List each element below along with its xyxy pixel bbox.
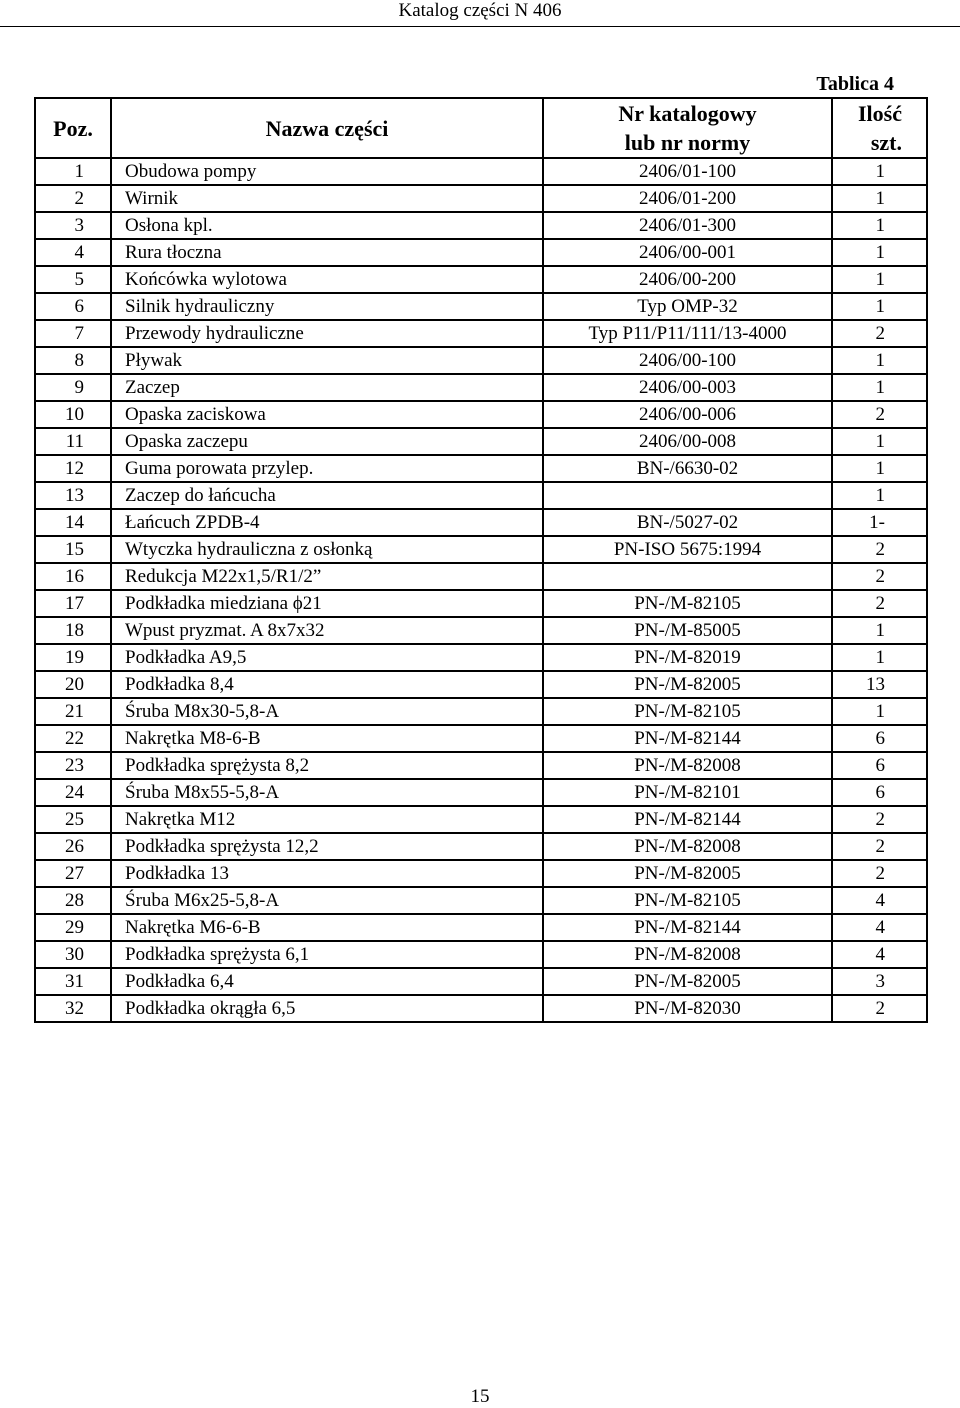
cell-part-name: Podkładka miedziana ϕ21 <box>111 590 543 617</box>
cell-catalog-number: 2406/00-200 <box>543 266 832 293</box>
cell-catalog-number: PN-/M-82008 <box>543 752 832 779</box>
table-row <box>35 158 927 185</box>
table-row <box>35 968 927 995</box>
cell-quantity: 2 <box>832 860 927 887</box>
cell-part-name: Podkładka okrągła 6,5 <box>111 995 543 1022</box>
cell-part-name: Pływak <box>111 347 543 374</box>
cell-catalog-number: 2406/01-200 <box>543 185 832 212</box>
cell-quantity: 1 <box>832 293 927 320</box>
table-row <box>35 914 927 941</box>
cell-catalog-number <box>543 563 832 590</box>
table-row <box>35 401 927 428</box>
cell-poz: 24 <box>35 779 111 806</box>
cell-quantity: 2 <box>832 995 927 1022</box>
table-row <box>35 644 927 671</box>
table-row <box>35 860 927 887</box>
table-row <box>35 185 927 212</box>
cell-catalog-number: 2406/00-008 <box>543 428 832 455</box>
table-row <box>35 806 927 833</box>
cell-poz: 15 <box>35 536 111 563</box>
cell-part-name: Opaska zaczepu <box>111 428 543 455</box>
header-qty-line1: Ilość <box>858 101 902 126</box>
cell-part-name: Podkładka A9,5 <box>111 644 543 671</box>
cell-catalog-number: PN-ISO 5675:1994 <box>543 536 832 563</box>
table-row <box>35 212 927 239</box>
cell-part-name: Osłona kpl. <box>111 212 543 239</box>
cell-quantity: 1 <box>832 455 927 482</box>
cell-catalog-number: PN-/M-82105 <box>543 887 832 914</box>
cell-poz: 22 <box>35 725 111 752</box>
cell-poz: 13 <box>35 482 111 509</box>
table-row <box>35 293 927 320</box>
header-qty-line2: szt. <box>870 130 902 155</box>
header-poz: Poz. <box>35 98 111 158</box>
cell-poz: 30 <box>35 941 111 968</box>
cell-part-name: Opaska zaciskowa <box>111 401 543 428</box>
cell-poz: 9 <box>35 374 111 401</box>
cell-part-name: Podkładka 6,4 <box>111 968 543 995</box>
cell-poz: 29 <box>35 914 111 941</box>
cell-quantity: 4 <box>832 887 927 914</box>
cell-poz: 4 <box>35 239 111 266</box>
cell-part-name: Wirnik <box>111 185 543 212</box>
header-catalog <box>543 98 832 158</box>
cell-part-name: Silnik hydrauliczny <box>111 293 543 320</box>
cell-quantity: 1 <box>832 266 927 293</box>
cell-quantity: 6 <box>832 725 927 752</box>
cell-quantity: 6 <box>832 752 927 779</box>
cell-poz: 32 <box>35 995 111 1022</box>
cell-poz: 20 <box>35 671 111 698</box>
cell-catalog-number: PN-/M-82008 <box>543 833 832 860</box>
cell-quantity: 2 <box>832 806 927 833</box>
cell-quantity: 13 <box>832 671 927 698</box>
cell-poz: 16 <box>35 563 111 590</box>
table-row <box>35 617 927 644</box>
cell-catalog-number: PN-/M-82005 <box>543 968 832 995</box>
cell-catalog-number: PN-/M-82101 <box>543 779 832 806</box>
table-row <box>35 671 927 698</box>
table-row <box>35 239 927 266</box>
table-row <box>35 779 927 806</box>
header-catalog-line1: Nr katalogowy <box>618 101 757 126</box>
cell-quantity: 1 <box>832 698 927 725</box>
cell-part-name: Podkładka sprężysta 12,2 <box>111 833 543 860</box>
table-row <box>35 752 927 779</box>
cell-catalog-number: Typ OMP-32 <box>543 293 832 320</box>
table-row <box>35 509 927 536</box>
cell-quantity: 2 <box>832 563 927 590</box>
cell-catalog-number: BN-/6630-02 <box>543 455 832 482</box>
cell-quantity: 2 <box>832 833 927 860</box>
running-header <box>0 0 960 27</box>
cell-catalog-number: PN-/M-82144 <box>543 806 832 833</box>
cell-part-name: Zaczep <box>111 374 543 401</box>
cell-poz: 19 <box>35 644 111 671</box>
cell-part-name: Wpust pryzmat. A 8x7x32 <box>111 617 543 644</box>
cell-quantity: 2 <box>832 536 927 563</box>
header-name: Nazwa części <box>111 98 543 158</box>
cell-quantity: 1 <box>832 428 927 455</box>
cell-catalog-number: 2406/01-100 <box>543 158 832 185</box>
cell-quantity: 1 <box>832 644 927 671</box>
table-row <box>35 590 927 617</box>
cell-poz: 8 <box>35 347 111 374</box>
cell-part-name: Podkładka 13 <box>111 860 543 887</box>
header-catalog-line2: lub nr normy <box>624 130 751 155</box>
document-title: Katalog części N 406 <box>398 0 562 21</box>
cell-quantity: 1 <box>832 482 927 509</box>
cell-catalog-number <box>543 482 832 509</box>
cell-catalog-number: PN-/M-82105 <box>543 590 832 617</box>
cell-part-name: Śruba M6x25-5,8-A <box>111 887 543 914</box>
cell-quantity: 1 <box>832 158 927 185</box>
cell-catalog-number: PN-/M-82005 <box>543 860 832 887</box>
cell-part-name: Nakrętka M12 <box>111 806 543 833</box>
cell-quantity: 1 <box>832 185 927 212</box>
cell-catalog-number: Typ P11/P11/111/13-4000 <box>543 320 832 347</box>
cell-quantity: 2 <box>832 320 927 347</box>
cell-poz: 1 <box>35 158 111 185</box>
cell-poz: 21 <box>35 698 111 725</box>
cell-poz: 12 <box>35 455 111 482</box>
cell-part-name: Rura tłoczna <box>111 239 543 266</box>
cell-poz: 3 <box>35 212 111 239</box>
table-row <box>35 455 927 482</box>
cell-catalog-number: PN-/M-82144 <box>543 725 832 752</box>
cell-quantity: 1 <box>832 374 927 401</box>
cell-part-name: Śruba M8x55-5,8-A <box>111 779 543 806</box>
cell-part-name: Redukcja M22x1,5/R1/2” <box>111 563 543 590</box>
cell-poz: 5 <box>35 266 111 293</box>
page-number: 15 <box>470 1386 490 1407</box>
table-row <box>35 266 927 293</box>
table-row <box>35 725 927 752</box>
cell-poz: 25 <box>35 806 111 833</box>
table-row <box>35 320 927 347</box>
cell-part-name: Nakrętka M8-6-B <box>111 725 543 752</box>
cell-catalog-number: BN-/5027-02 <box>543 509 832 536</box>
cell-quantity: 1 <box>832 239 927 266</box>
cell-poz: 18 <box>35 617 111 644</box>
cell-catalog-number: 2406/00-003 <box>543 374 832 401</box>
cell-part-name: Zaczep do łańcucha <box>111 482 543 509</box>
cell-poz: 11 <box>35 428 111 455</box>
cell-quantity: 3 <box>832 968 927 995</box>
cell-poz: 10 <box>35 401 111 428</box>
cell-catalog-number: PN-/M-82008 <box>543 941 832 968</box>
cell-poz: 6 <box>35 293 111 320</box>
cell-catalog-number: PN-/M-82005 <box>543 671 832 698</box>
cell-catalog-number: PN-/M-82019 <box>543 644 832 671</box>
cell-part-name: Końcówka wylotowa <box>111 266 543 293</box>
table-row <box>35 482 927 509</box>
cell-catalog-number: 2406/00-100 <box>543 347 832 374</box>
cell-part-name: Nakrętka M6-6-B <box>111 914 543 941</box>
table-row <box>35 698 927 725</box>
cell-poz: 17 <box>35 590 111 617</box>
cell-catalog-number: PN-/M-85005 <box>543 617 832 644</box>
table-row <box>35 995 927 1022</box>
cell-poz: 7 <box>35 320 111 347</box>
cell-poz: 27 <box>35 860 111 887</box>
cell-part-name: Obudowa pompy <box>111 158 543 185</box>
table-header-row <box>35 98 927 158</box>
cell-part-name: Podkładka 8,4 <box>111 671 543 698</box>
cell-part-name: Przewody hydrauliczne <box>111 320 543 347</box>
cell-catalog-number: 2406/01-300 <box>543 212 832 239</box>
cell-catalog-number: PN-/M-82030 <box>543 995 832 1022</box>
cell-quantity: 4 <box>832 941 927 968</box>
table-row <box>35 374 927 401</box>
cell-part-name: Śruba M8x30-5,8-A <box>111 698 543 725</box>
cell-quantity: 1- <box>832 509 927 536</box>
cell-poz: 26 <box>35 833 111 860</box>
cell-part-name: Wtyczka hydrauliczna z osłonką <box>111 536 543 563</box>
cell-catalog-number: 2406/00-001 <box>543 239 832 266</box>
cell-quantity: 6 <box>832 779 927 806</box>
cell-catalog-number: PN-/M-82105 <box>543 698 832 725</box>
cell-part-name: Guma porowata przylep. <box>111 455 543 482</box>
cell-quantity: 2 <box>832 590 927 617</box>
table-row <box>35 563 927 590</box>
table-row <box>35 428 927 455</box>
table-row <box>35 887 927 914</box>
cell-quantity: 1 <box>832 347 927 374</box>
cell-catalog-number: 2406/00-006 <box>543 401 832 428</box>
cell-part-name: Podkładka sprężysta 8,2 <box>111 752 543 779</box>
cell-quantity: 4 <box>832 914 927 941</box>
cell-poz: 14 <box>35 509 111 536</box>
cell-poz: 23 <box>35 752 111 779</box>
cell-quantity: 2 <box>832 401 927 428</box>
cell-poz: 28 <box>35 887 111 914</box>
cell-part-name: Łańcuch ZPDB-4 <box>111 509 543 536</box>
cell-poz: 2 <box>35 185 111 212</box>
table-row <box>35 941 927 968</box>
table-row <box>35 833 927 860</box>
cell-quantity: 1 <box>832 212 927 239</box>
table-row <box>35 347 927 374</box>
header-qty <box>832 98 927 158</box>
cell-part-name: Podkładka sprężysta 6,1 <box>111 941 543 968</box>
table-row <box>35 536 927 563</box>
cell-poz: 31 <box>35 968 111 995</box>
parts-table <box>34 97 928 1023</box>
parts-table-body <box>35 158 927 1022</box>
cell-quantity: 1 <box>832 617 927 644</box>
table-label: Tablica 4 <box>816 73 894 95</box>
cell-catalog-number: PN-/M-82144 <box>543 914 832 941</box>
